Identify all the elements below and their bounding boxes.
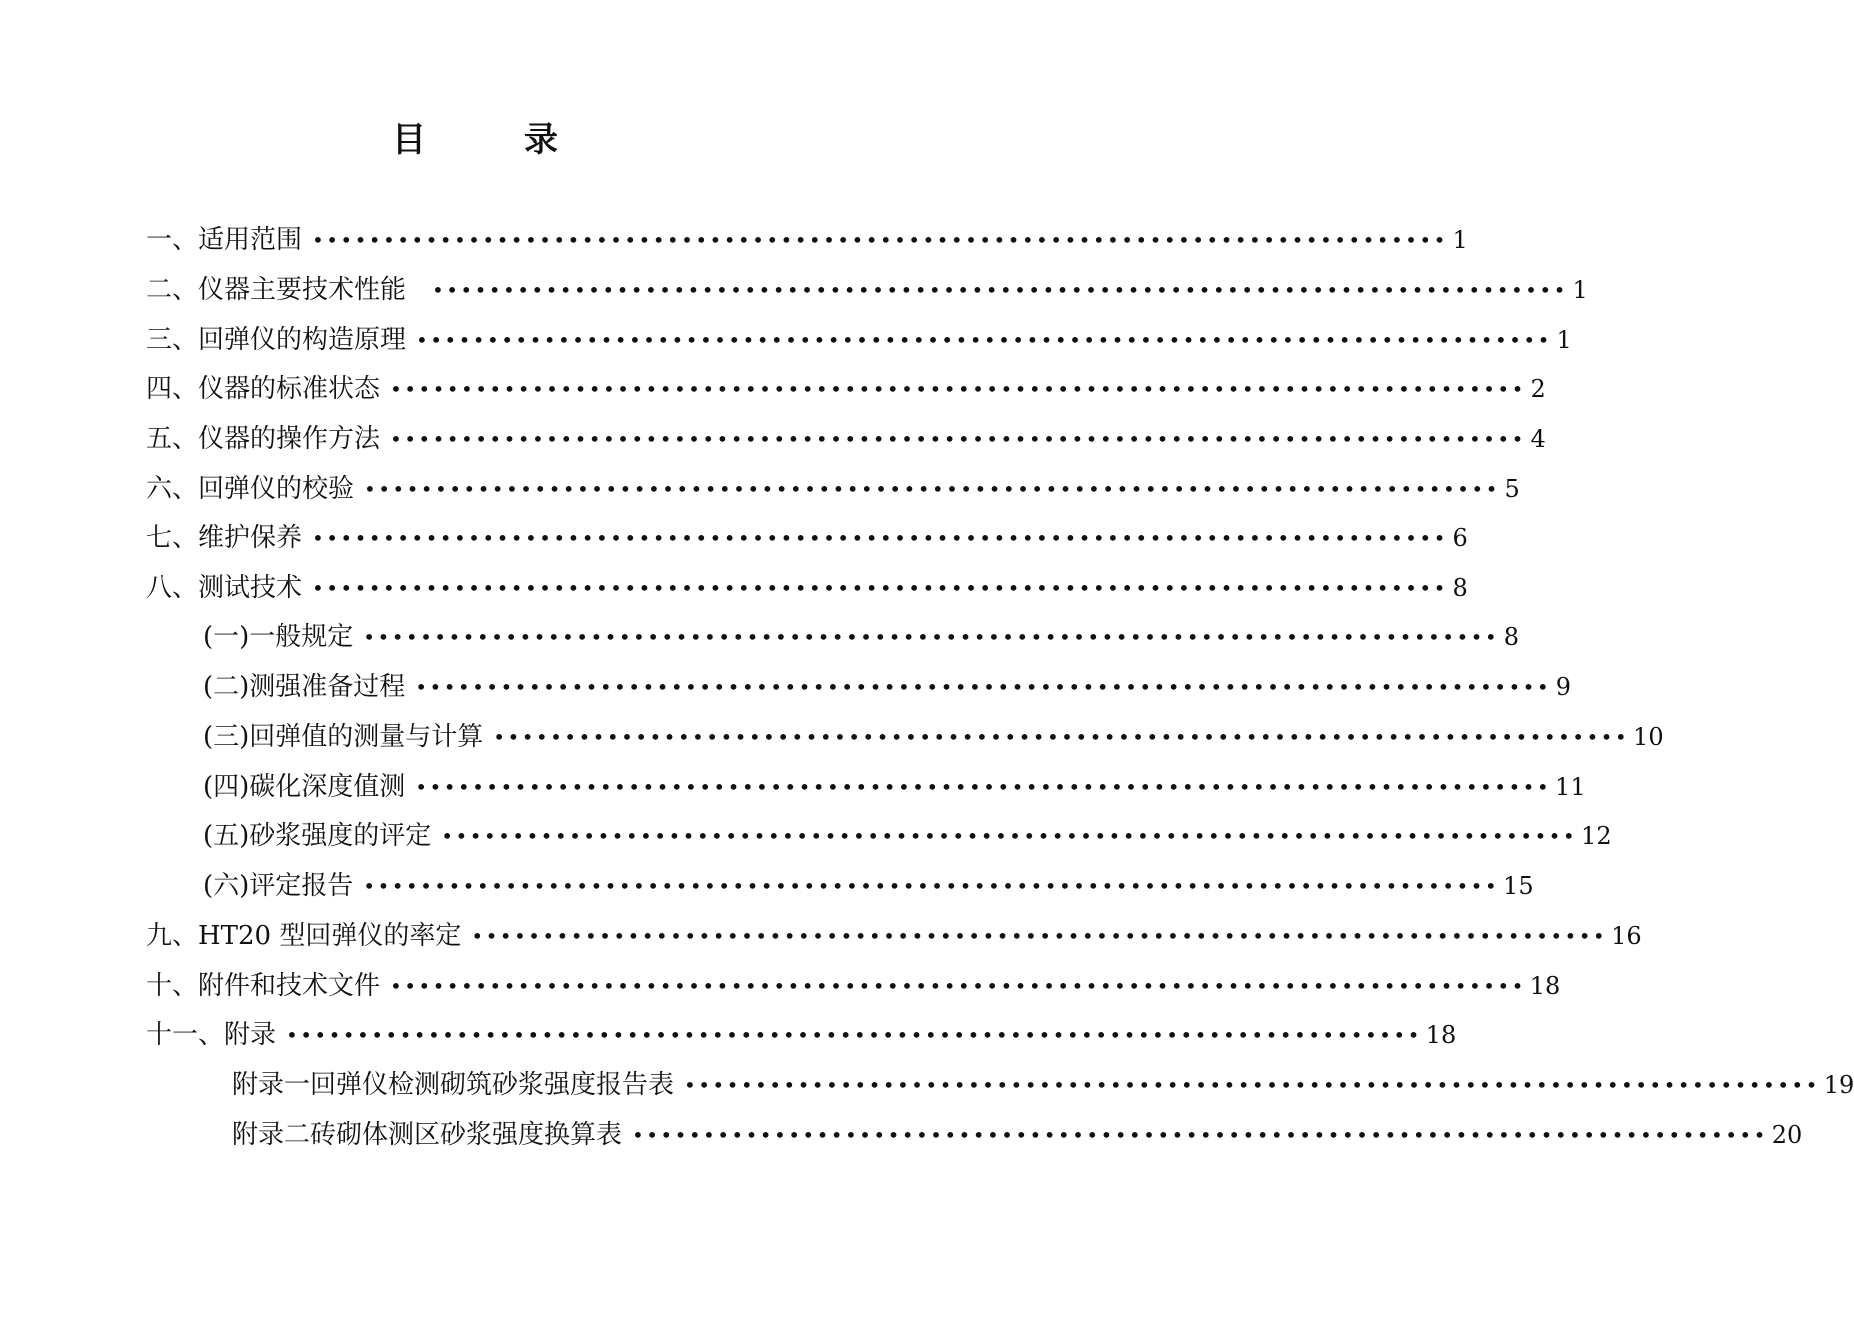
toc-entry-page: 8 (1452, 574, 1468, 602)
toc-leader-dots: •••••••••••••••••••••••••••••••••••••••••••••••••••••••••••••••••••••••••••••••• (493, 725, 1630, 749)
toc-leader-dots: •••••••••••••••••••••••••••••••••••••••••••••••••••••••••••••••••••••••••••••••• (364, 477, 1500, 501)
toc-entry[interactable] (146, 566, 1468, 610)
toc-subentry-page: 9 (1555, 673, 1572, 701)
toc-entry[interactable] (146, 367, 1546, 411)
toc-entry-page: 18 (1529, 972, 1561, 1000)
toc-appendix-entry[interactable] (232, 1063, 1854, 1107)
toc-subentry-label: (三)回弹值的测量与计算 (203, 722, 484, 752)
toc-entry[interactable] (146, 268, 1588, 312)
toc-subentry-label: (一)一般规定 (203, 622, 354, 652)
toc-subentry-page: 15 (1503, 872, 1534, 900)
toc-subentry-label: (二)测强准备过程 (203, 672, 406, 702)
toc-entry-page: 2 (1530, 375, 1546, 403)
toc-entry-label: 一、适用范围 (146, 225, 303, 255)
toc-leader-dots: •••••••••••••••••••••••••••••••••••••••••••••••••••••••••••••••••••••••••••••••• (363, 874, 1500, 898)
toc-entry[interactable] (146, 417, 1546, 461)
toc-appendix-page: 19 (1823, 1071, 1854, 1099)
toc-entry-label: 五、仪器的操作方法 (146, 424, 381, 454)
toc-leader-dots: •••••••••••••••••••••••••••••••••••••••••••••••••••••••••••••••••••••••••••••••• (684, 1073, 1820, 1097)
toc-subentry[interactable] (203, 615, 1520, 659)
toc-entry[interactable] (146, 516, 1468, 560)
toc-entry[interactable] (146, 467, 1520, 511)
toc-subentry[interactable] (203, 864, 1534, 908)
toc-subentry-page: 11 (1555, 773, 1586, 801)
toc-leader-dots: •••••••••••••••••••••••••••••••••••••••••••••••••••••••••••••••••••••••••••••••• (415, 775, 1552, 799)
toc-leader-dots: •••••••••••••••••••••••••••••••••••••••••••••••••••••••••••••••••••••••••••••••• (632, 1123, 1768, 1147)
toc-leader-dots: •••••••••••••••••••••••••••••••••••••••••••••••••••••••••••••••••••••••••••••••• (415, 675, 1552, 699)
toc-appendix-label: 回弹仪检测砌筑砂浆强度报告表 (310, 1070, 675, 1100)
page-title (0, 112, 950, 168)
toc-entry-label: 十一、附录 (146, 1020, 277, 1050)
toc-leader-dots: •••••••••••••••••••••••••••••••••••••••••••••••••••••••••••••••••••••••••••••••• (312, 526, 1448, 550)
toc-subentry-page: 12 (1581, 822, 1612, 850)
toc-entry-label: 十、附件和技术文件 (146, 971, 381, 1001)
toc-appendix-entry[interactable] (232, 1113, 1803, 1157)
toc-entry-label: 二、仪器主要技术性能 (146, 275, 407, 305)
toc-appendix-prefix: 附录一 (232, 1070, 311, 1100)
toc-leader-dots: •••••••••••••••••••••••••••••••••••••••••••••••••••••••••••••••••••••••••••••••• (416, 328, 1552, 352)
toc-leader-dots: •••••••••••••••••••••••••••••••••••••••••••••••••••••••••••••••••••••••••••••••• (390, 377, 1526, 401)
toc-appendix-prefix: 附录二 (232, 1120, 311, 1150)
toc-entry-page: 18 (1425, 1021, 1457, 1049)
toc-leader-dots: •••••••••••••••••••••••••••••••••••••••••••••••••••••••••••••••••••••••••••••••• (286, 1023, 1422, 1047)
toc-entry-label: 三、回弹仪的构造原理 (146, 325, 407, 355)
toc-leader-dots: •••••••••••••••••••••••••••••••••••••••••••••••••••••••••••••••••••••••••••••••• (471, 924, 1608, 948)
toc-subentry-label: (五)砂浆强度的评定 (203, 821, 432, 851)
toc-entry-label: 九、HT20 型回弹仪的率定 (146, 921, 462, 951)
toc-entry-page: 16 (1611, 922, 1642, 950)
toc-entry-label: 八、测试技术 (146, 573, 303, 603)
toc-leader-dots: •••••••••••••••••••••••••••••••••••••••••••••••••••••••••••••••••••••••••••••••• (432, 278, 1568, 302)
toc-entry[interactable] (146, 318, 1572, 362)
toc-entry[interactable] (146, 914, 1642, 958)
toc-subentry-page: 8 (1503, 623, 1520, 651)
toc-entry[interactable] (146, 218, 1468, 262)
toc-appendix-page: 20 (1771, 1121, 1803, 1149)
toc-entry-page: 6 (1452, 524, 1468, 552)
toc-entry-label: 四、仪器的标准状态 (146, 374, 381, 404)
toc-entry-label: 六、回弹仪的校验 (146, 474, 355, 504)
toc-subentry-page: 10 (1633, 723, 1664, 751)
toc-subentry[interactable] (203, 814, 1612, 858)
toc-entry-page: 5 (1504, 475, 1520, 503)
toc-entry[interactable] (146, 1013, 1457, 1057)
toc-subentry[interactable] (203, 665, 1572, 709)
title-char-1: 目 (392, 120, 426, 160)
toc-subentry[interactable] (203, 765, 1586, 809)
toc-leader-dots: •••••••••••••••••••••••••••••••••••••••••••••••••••••••••••••••••••••••••••••••• (390, 974, 1526, 998)
toc-entry-page: 1 (1452, 226, 1468, 254)
toc-subentry[interactable] (203, 715, 1664, 759)
toc-leader-dots: •••••••••••••••••••••••••••••••••••••••••••••••••••••••••••••••••••••••••••••••• (441, 824, 1578, 848)
toc-subentry-label: (四)碳化深度值测 (203, 772, 406, 802)
toc-entry-page: 1 (1556, 326, 1572, 354)
toc-entry[interactable] (146, 964, 1561, 1008)
toc-appendix-label: 砖砌体测区砂浆强度换算表 (310, 1120, 623, 1150)
toc-entry-label: 七、维护保养 (146, 523, 303, 553)
toc-subentry-label: (六)评定报告 (203, 871, 354, 901)
toc-leader-dots: •••••••••••••••••••••••••••••••••••••••••••••••••••••••••••••••••••••••••••••••• (312, 228, 1448, 252)
toc-leader-dots: •••••••••••••••••••••••••••••••••••••••••••••••••••••••••••••••••••••••••••••••• (390, 427, 1526, 451)
toc-leader-dots: •••••••••••••••••••••••••••••••••••••••••••••••••••••••••••••••••••••••••••••••• (312, 576, 1448, 600)
title-char-2: 录 (524, 120, 558, 160)
toc-leader-dots: •••••••••••••••••••••••••••••••••••••••••••••••••••••••••••••••••••••••••••••••• (363, 625, 1500, 649)
toc-entry-page: 4 (1530, 425, 1546, 453)
toc-entry-page: 1 (1572, 276, 1588, 304)
